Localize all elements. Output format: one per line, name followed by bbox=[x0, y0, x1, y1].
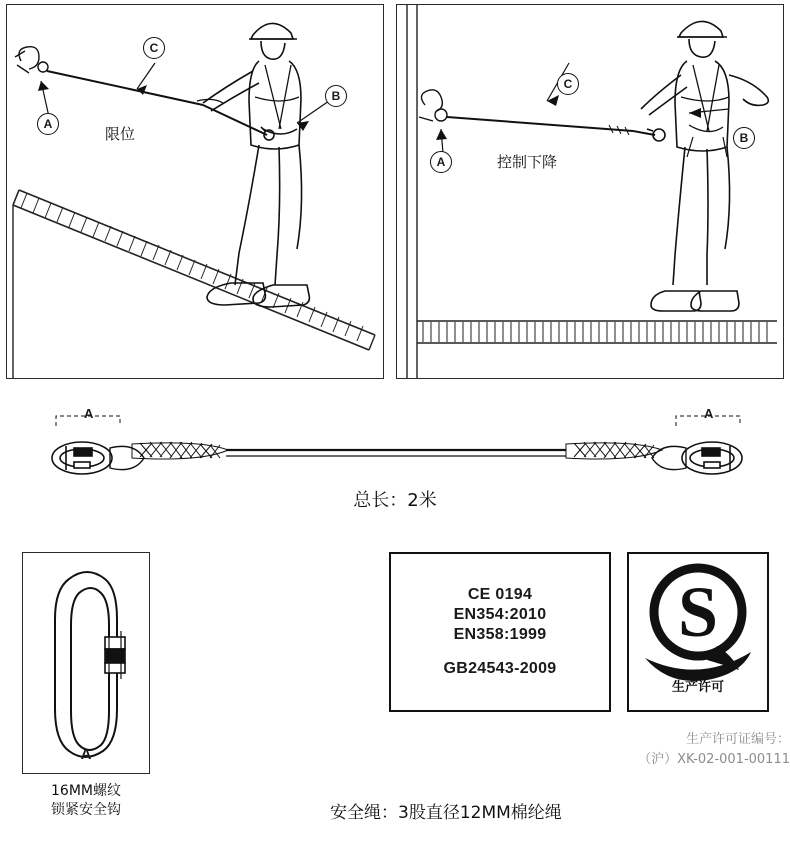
license-label: 生产许可证编号： bbox=[685, 732, 790, 747]
bracket-label-right-a: A bbox=[704, 406, 714, 421]
license-number-block bbox=[600, 730, 790, 769]
quality-mark-caption: 生产许可 bbox=[671, 680, 724, 695]
callout-c-right: C bbox=[557, 73, 579, 95]
standard-en354: EN354:2010 bbox=[453, 606, 547, 623]
callout-b-left: B bbox=[325, 85, 347, 107]
license-number: （沪）XK-02-001-00111 bbox=[638, 751, 790, 767]
scene-label-descent: 控制下降 bbox=[497, 153, 558, 171]
standard-en358: EN358:1999 bbox=[453, 626, 547, 643]
carabiner-caption-line2: 锁紧安全钩 bbox=[51, 801, 121, 818]
carabiner-detail-letter: A bbox=[80, 746, 92, 763]
svg-text:S: S bbox=[677, 572, 719, 652]
callout-a-right: A bbox=[430, 151, 452, 173]
bracket-label-left-a: A bbox=[84, 406, 94, 421]
roof-limit-drawing bbox=[7, 5, 383, 378]
standard-ce: CE 0194 bbox=[467, 586, 533, 603]
standards-box bbox=[389, 552, 611, 712]
callout-a-left: A bbox=[37, 113, 59, 135]
panel-roof-limit-scene bbox=[6, 4, 384, 379]
standard-gb: GB24543-2009 bbox=[443, 660, 557, 677]
total-length-label: 总长：2米 bbox=[353, 490, 437, 511]
callout-c-left: C bbox=[143, 37, 165, 59]
carabiner-detail-drawing bbox=[23, 553, 149, 773]
carabiner-caption-line1: 16MM螺纹 bbox=[51, 783, 121, 799]
callout-b-right: B bbox=[733, 127, 755, 149]
rope-spec-caption: 安全绳：3股直径12MM棉纶绳 bbox=[330, 803, 562, 823]
carabiner-caption bbox=[8, 782, 164, 820]
carabiner-detail-box bbox=[22, 552, 150, 774]
scene-label-limit: 限位 bbox=[105, 125, 136, 143]
panel-controlled-descent-scene bbox=[396, 4, 784, 379]
controlled-descent-drawing bbox=[397, 5, 783, 378]
